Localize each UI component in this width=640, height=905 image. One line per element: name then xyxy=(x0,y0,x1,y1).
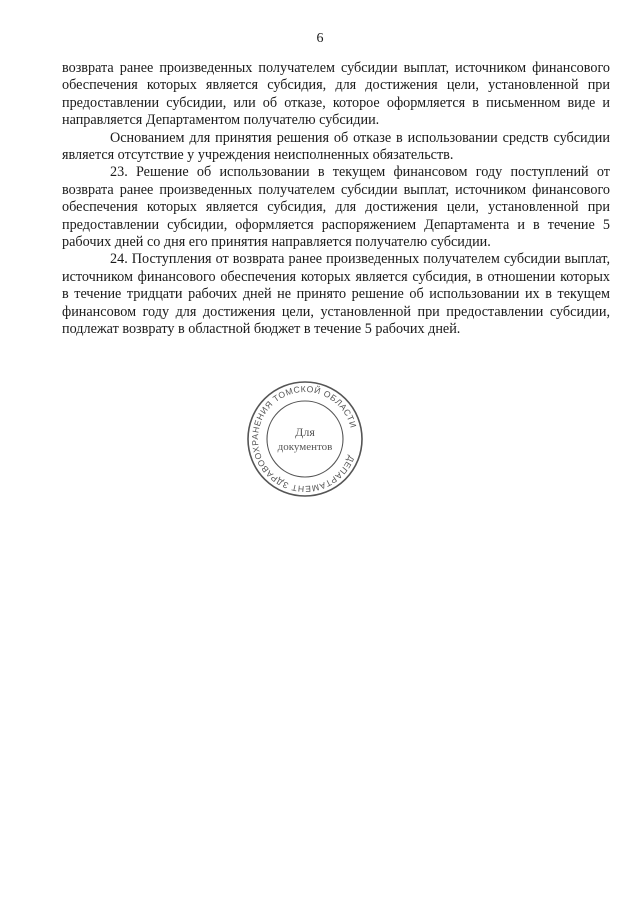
paragraph-continuation: возврата ранее произведенных получателем субсидии выплат, источником финансового обеспечения которых является субсидия, для достижения цели, установленной при предоставлении субсидии, или об отказе, которое оформляется в письменном виде и направляется Департаментом получателю субсидии. xyxy=(62,60,610,129)
stamp-ring-text: ДЕПАРТАМЕНТ ЗДРАВООХРАНЕНИЯ ТОМСКОЙ ОБЛАСТИ xyxy=(249,383,359,495)
department-stamp xyxy=(244,378,366,500)
stamp-seal-icon xyxy=(244,378,366,500)
stamp-center-line-1: Для xyxy=(295,425,315,439)
page-number: 6 xyxy=(316,31,324,46)
document-body xyxy=(62,60,610,339)
stamp-outer-ring xyxy=(248,382,362,496)
paragraph-refusal-basis: Основанием для принятия решения об отказе в использовании средств субсидии является отсутствие у учреждения неисполненных обязательств. xyxy=(62,129,610,164)
paragraph-clause-24: 24. Поступления от возврата ранее произведенных получателем субсидии выплат, источником финансового обеспечения которых является субсидия, в отношении которых в течение тридцати рабочих дней не принято решение об использовании их в текущем финансовом году для достижения цели, установленной при предоставлении субсидии, подлежат возврату в областной бюджет в течение 5 рабочих дней. xyxy=(62,251,610,338)
stamp-center-line-2: документов xyxy=(277,441,333,453)
stamp-inner-ring xyxy=(267,401,343,477)
paragraph-clause-23: 23. Решение об использовании в текущем финансовом году поступлений от возврата ранее произведенных получателем субсидии выплат, источником финансового обеспечения которых является субсидия, для достижения цели, установленной при предоставлении субсидии, оформляется распоряжением Департамента и в течение 5 рабочих дней со дня его принятия направляется получателю субсидии. xyxy=(62,164,610,251)
